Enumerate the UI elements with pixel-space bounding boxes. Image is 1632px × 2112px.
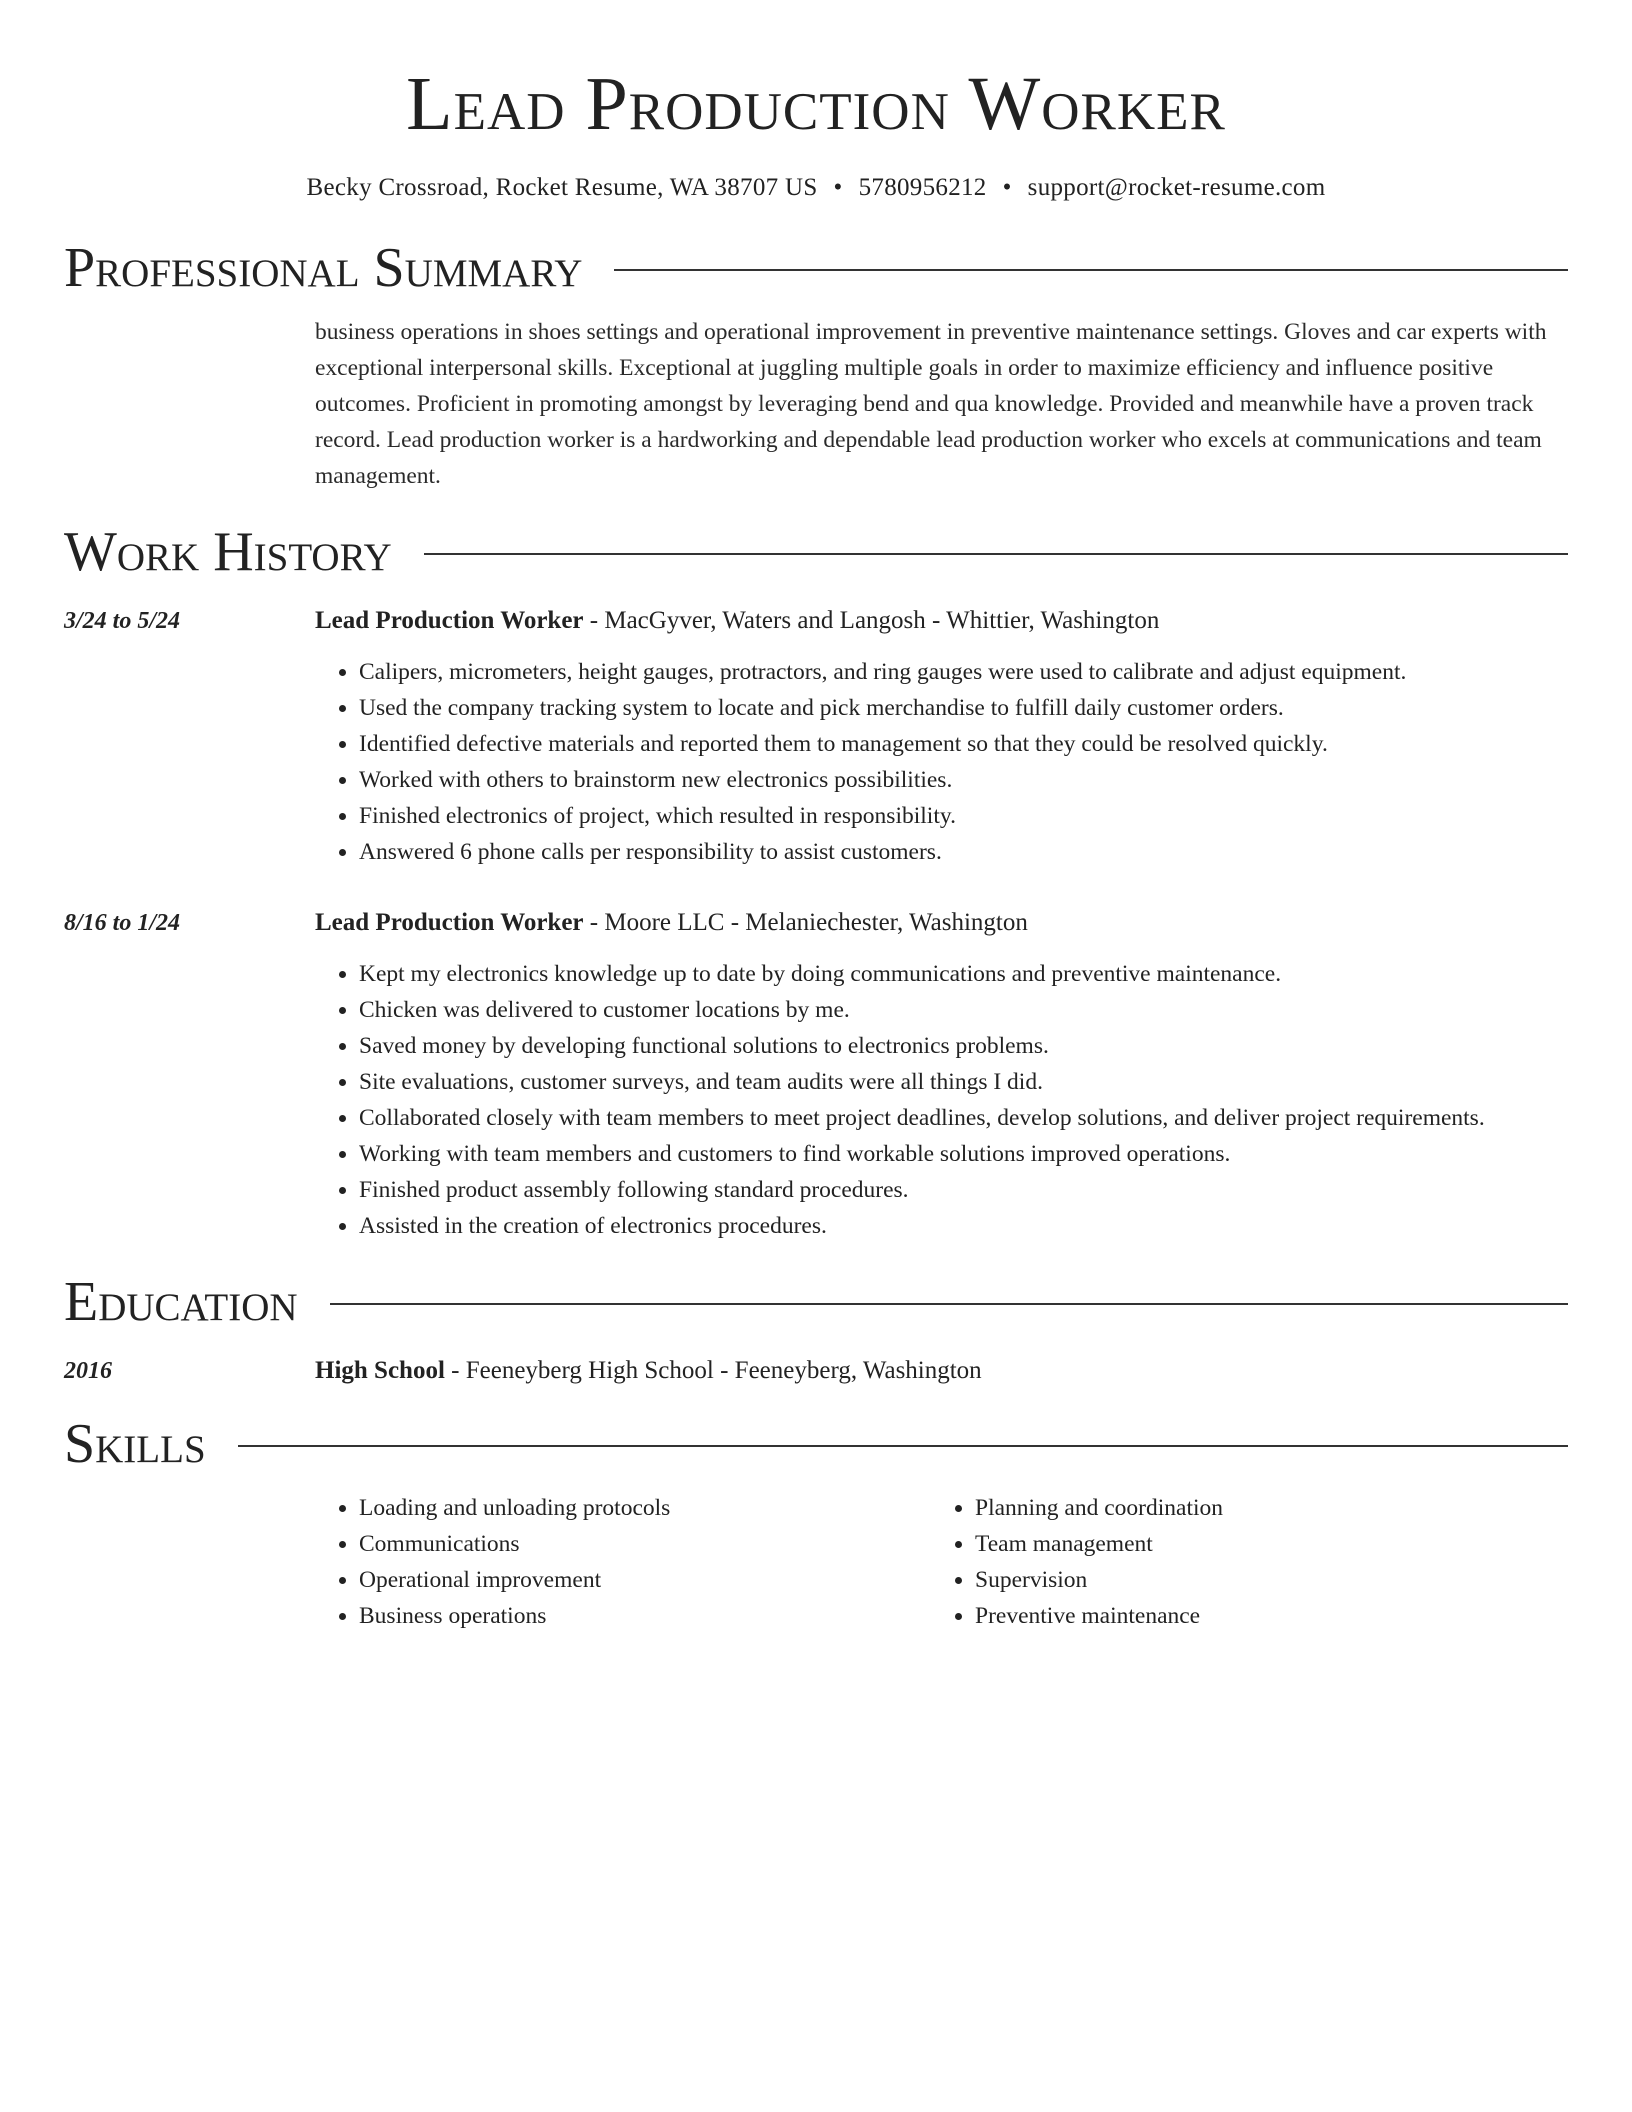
education-details: - Feeneyberg High School - Feeneyberg, Washington <box>444 1357 982 1384</box>
job-body <box>315 602 1568 870</box>
job-bullet: • Saved money by developing functional solutions to electronics problems. <box>359 1028 1568 1064</box>
job-entry <box>64 602 1568 870</box>
job-bullet: • Chicken was delivered to customer locations by me. <box>359 992 1568 1028</box>
education-year: 2016 <box>64 1358 112 1384</box>
job-bullet: • Finished product assembly following standard procedures. <box>359 1172 1568 1208</box>
job-bullet: • Collaborated closely with team members to meet project deadlines, develop solutions, and deliver project requirements. <box>359 1100 1568 1136</box>
job-dates: 8/16 to 1/24 <box>64 910 181 936</box>
job-bullet: • Assisted in the creation of electronics procedures. <box>359 1208 1568 1244</box>
skill-item: • Planning and coordination <box>975 1490 1547 1526</box>
skill-item: • Preventive maintenance <box>975 1598 1547 1634</box>
education-section-title: Education <box>64 1271 298 1333</box>
job-bullet: • Kept my electronics knowledge up to date by doing communications and preventive maintenance. <box>359 956 1568 992</box>
job-body <box>315 904 1568 1244</box>
work-section-title: Work History <box>64 521 392 583</box>
contact-address: Becky Crossroad, Rocket Resume, WA 38707 US <box>306 174 818 201</box>
education-entry <box>64 1352 1568 1390</box>
job-role: Lead Production Worker <box>315 607 584 634</box>
section-divider <box>614 269 1568 271</box>
job-bullet: • Answered 6 phone calls per responsibility to assist customers. <box>359 834 1568 870</box>
section-divider <box>238 1445 1568 1447</box>
contact-email: support@rocket-resume.com <box>1027 174 1326 201</box>
summary-section-header <box>64 236 1568 300</box>
resume-name: Lead Production Worker <box>406 62 1226 146</box>
summary-section-title: Professional Summary <box>64 237 583 299</box>
job-bullet: • Worked with others to brainstorm new electronics possibilities. <box>359 762 1568 798</box>
job-heading <box>315 602 1568 640</box>
job-bullets <box>315 956 1568 1244</box>
job-role: Lead Production Worker <box>315 909 584 936</box>
contact-separator: • <box>833 174 843 201</box>
job-bullet: • Working with team members and customers to find workable solutions improved operations. <box>359 1136 1568 1172</box>
job-bullet: • Site evaluations, customer surveys, and team audits were all things I did. <box>359 1064 1568 1100</box>
job-bullet: • Used the company tracking system to locate and pick merchandise to fulfill daily customer orders. <box>359 690 1568 726</box>
skill-item: • Team management <box>975 1526 1547 1562</box>
resume-page <box>64 0 1568 1634</box>
skills-section-header <box>64 1412 1568 1476</box>
job-bullet: • Calipers, micrometers, height gauges, protractors, and ring gauges were used to calibrate and adjust equipment. <box>359 654 1568 690</box>
education-section-header <box>64 1270 1568 1334</box>
education-heading <box>315 1352 1568 1390</box>
section-divider <box>424 553 1568 555</box>
job-bullet: • Finished electronics of project, which resulted in responsibility. <box>359 798 1568 834</box>
skill-item: • Loading and unloading protocols <box>359 1490 931 1526</box>
skill-item: • Business operations <box>359 1598 931 1634</box>
skills-section-title: Skills <box>64 1413 206 1475</box>
section-divider <box>330 1303 1568 1305</box>
job-details: - Moore LLC - Melaniechester, Washington <box>583 909 1028 936</box>
education-body <box>315 1352 1568 1390</box>
skills-column-right <box>931 1490 1547 1634</box>
contact-phone: 5780956212 <box>858 174 987 201</box>
contact-separator: • <box>1002 174 1012 201</box>
skill-item: • Communications <box>359 1526 931 1562</box>
education-degree: High School <box>315 1357 445 1384</box>
job-entry <box>64 904 1568 1244</box>
job-heading <box>315 904 1568 942</box>
job-bullets <box>315 654 1568 870</box>
skills-list <box>315 1490 1568 1634</box>
work-section-header <box>64 520 1568 584</box>
skill-item: • Operational improvement <box>359 1562 931 1598</box>
summary-text: business operations in shoes settings and operational improvement in preventive maintenance settings. Gloves and car experts with exceptional interpersonal skills. Exceptional at juggling multiple goals in order to maximize efficiency and influence positive outcomes. Proficient in promoting amongst by leveraging bend and qua knowledge. Provided and meanwhile have a proven track record. Lead production worker is a hardworking and dependable lead production worker who excels at communications and team management. <box>315 319 1547 489</box>
skill-item: • Supervision <box>975 1562 1547 1598</box>
job-bullet: • Identified defective materials and reported them to management so that they could be resolved quickly. <box>359 726 1568 762</box>
skills-column-left <box>315 1490 931 1634</box>
job-details: - MacGyver, Waters and Langosh - Whittier, Washington <box>583 607 1160 634</box>
contact-line <box>64 172 1568 204</box>
job-dates: 3/24 to 5/24 <box>64 608 181 634</box>
